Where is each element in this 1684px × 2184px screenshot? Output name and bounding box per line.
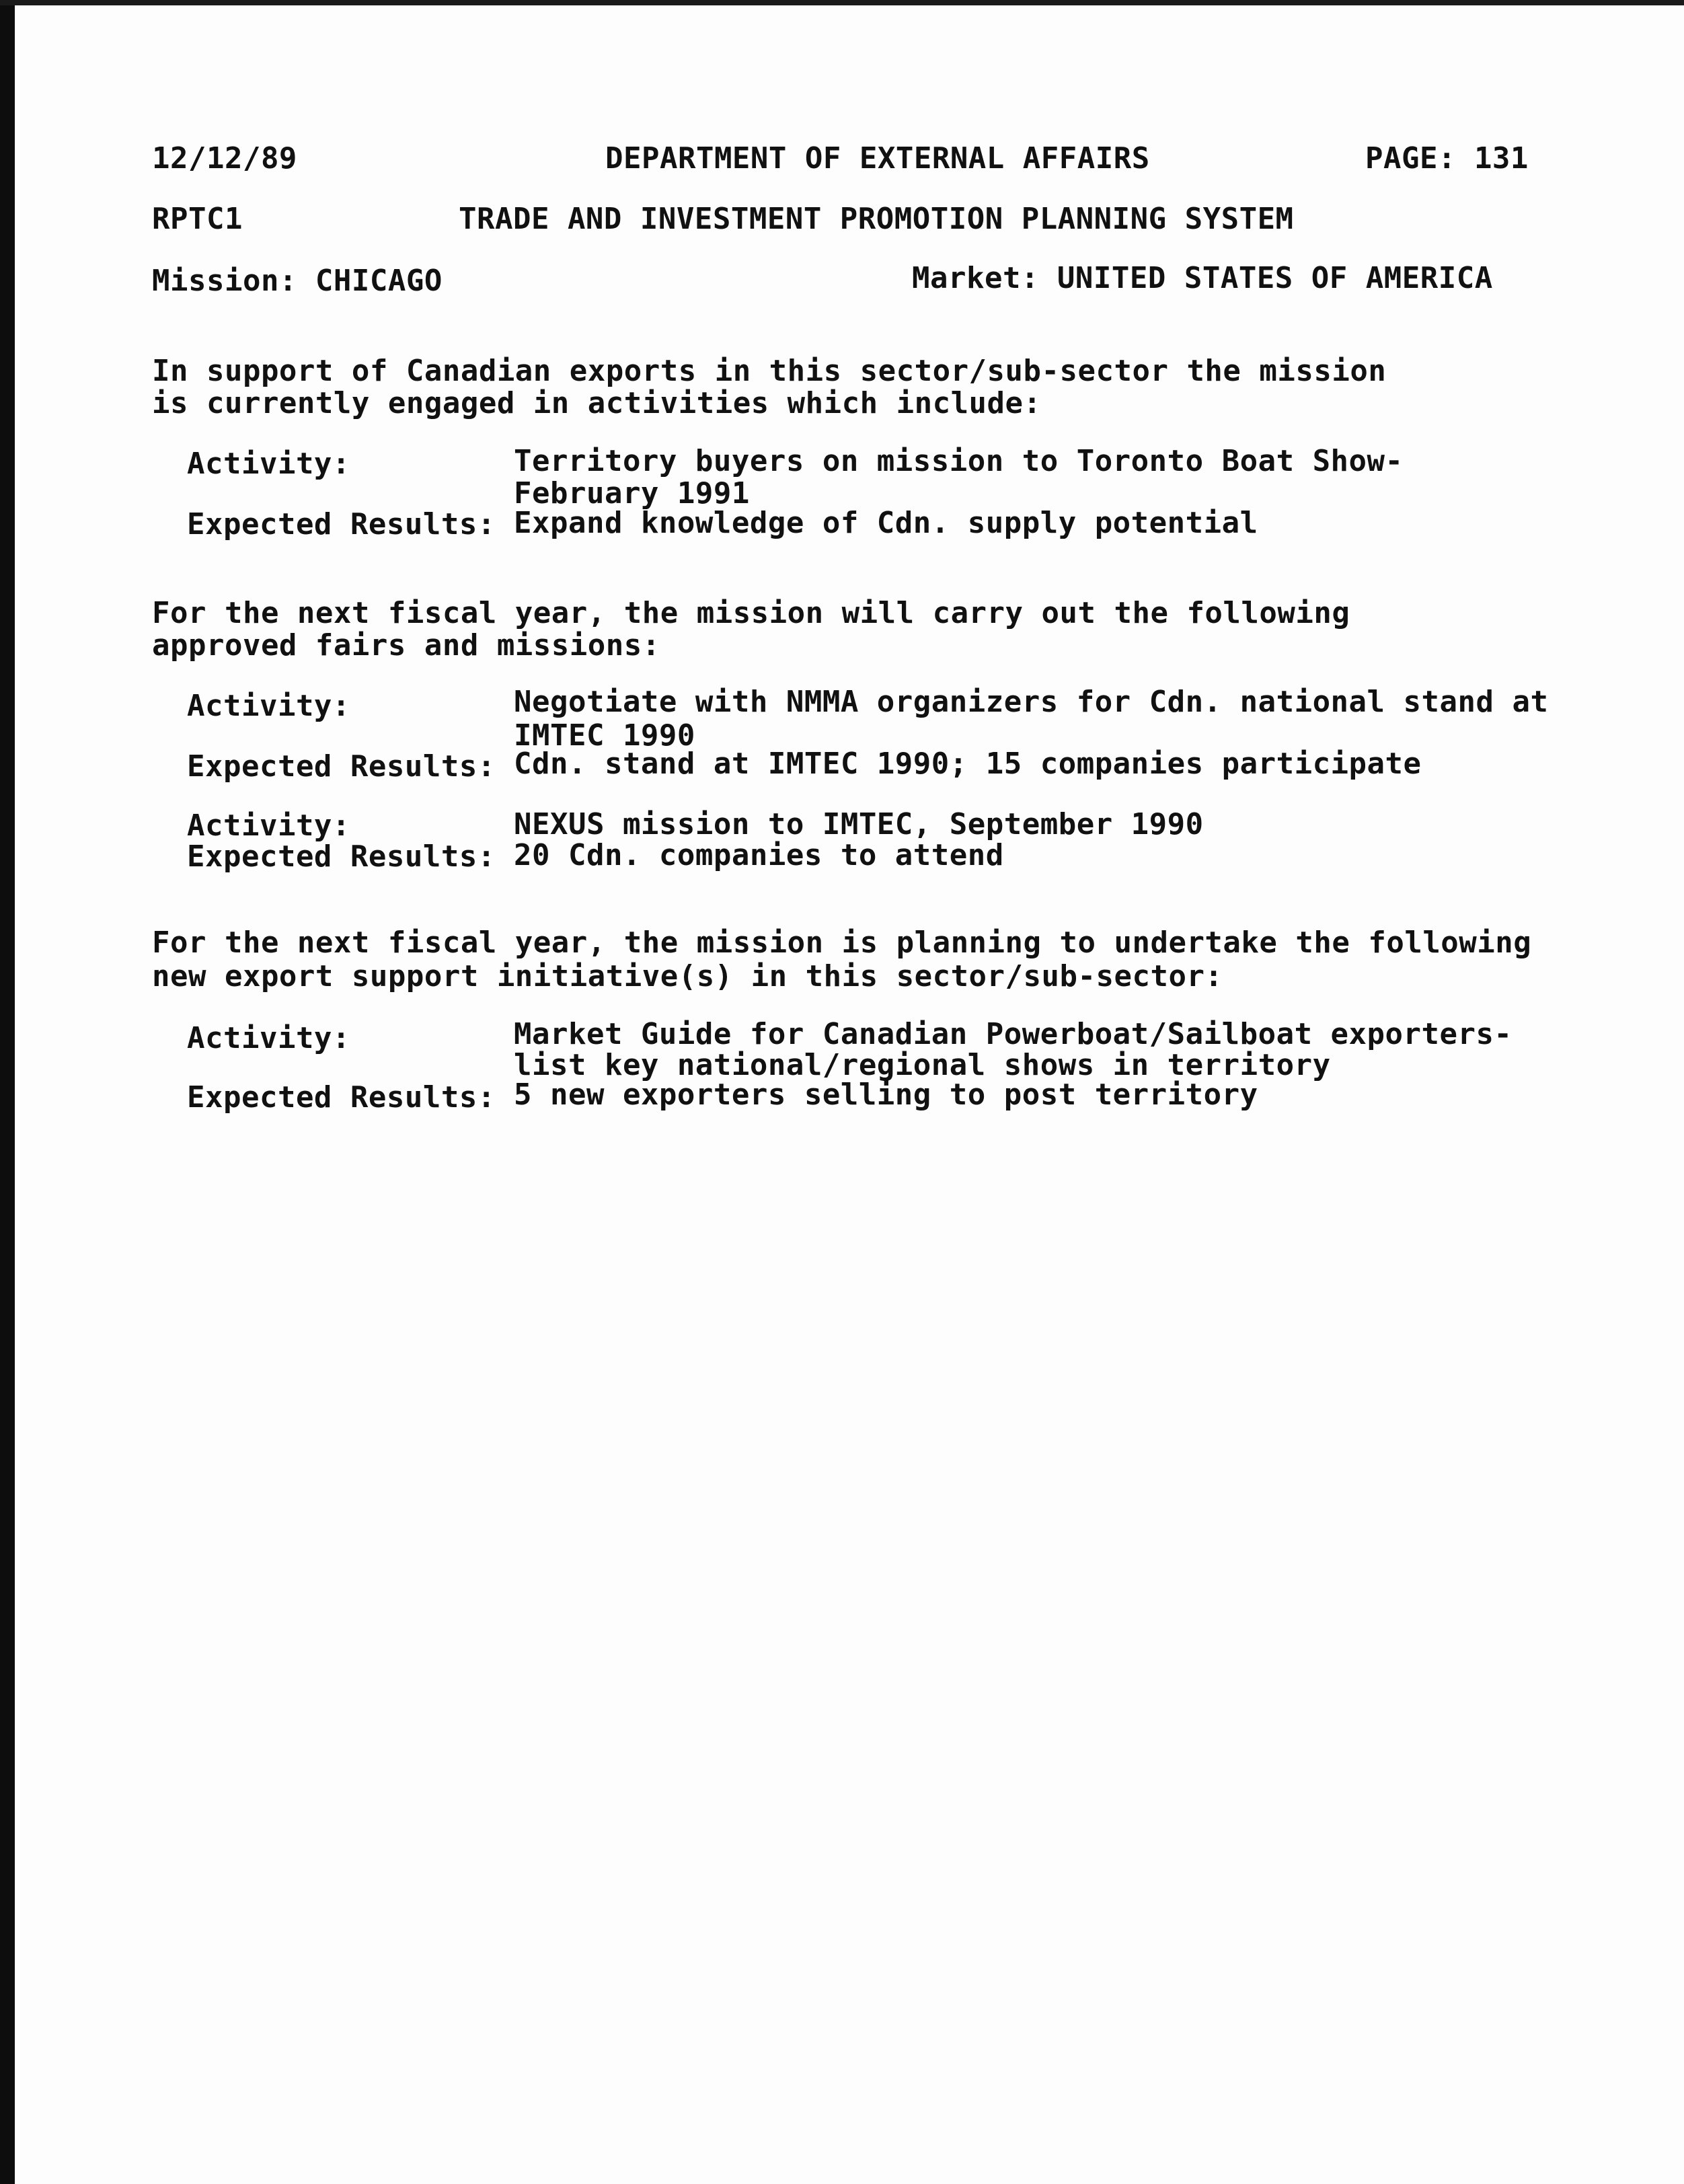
section1-results-label: Expected Results:: [187, 507, 496, 541]
section2-item2-activity-line1: NEXUS mission to IMTEC, September 1990: [514, 807, 1204, 841]
section3-activity-line1: Market Guide for Canadian Powerboat/Sailboat exporters-: [514, 1017, 1513, 1051]
section1-activity-label: Activity:: [187, 447, 350, 481]
section2-item1-activity-line1: Negotiate with NMMA organizers for Cdn. national stand at: [514, 685, 1549, 719]
section2-intro-line1: For the next fiscal year, the mission will carry out the following: [152, 596, 1350, 630]
section2-item1-results-value: Cdn. stand at IMTEC 1990; 15 companies participate: [514, 747, 1422, 781]
section1-activity-line1: Territory buyers on mission to Toronto Boat Show-: [514, 444, 1404, 478]
section3-intro-line1: For the next fiscal year, the mission is planning to undertake the following: [152, 926, 1532, 960]
section3-activity-label: Activity:: [187, 1021, 350, 1055]
section3-results-label: Expected Results:: [187, 1080, 496, 1115]
report-date: 12/12/89: [152, 141, 297, 176]
section2-intro-line2: approved fairs and missions:: [152, 628, 660, 663]
section1-intro-line2: is currently engaged in activities which include:: [152, 386, 1042, 420]
scan-edge-top: [0, 0, 1684, 5]
section2-item2-results-value: 20 Cdn. companies to attend: [514, 838, 1004, 872]
section2-item1-activity-line2: IMTEC 1990: [514, 718, 695, 753]
report-code: RPTC1: [152, 202, 243, 236]
section3-activity-line2: list key national/regional shows in territory: [514, 1048, 1331, 1082]
system-title: TRADE AND INVESTMENT PROMOTION PLANNING SYSTEM: [459, 202, 1294, 236]
section2-item1-activity-label: Activity:: [187, 689, 350, 723]
section3-intro-line2: new export support initiative(s) in this sector/sub-sector:: [152, 959, 1223, 993]
section2-item2-activity-label: Activity:: [187, 808, 350, 843]
section1-intro-line1: In support of Canadian exports in this sector/sub-sector the mission: [152, 354, 1387, 388]
section1-results-value: Expand knowledge of Cdn. supply potential: [514, 506, 1258, 540]
section3-results-value: 5 new exporters selling to post territory: [514, 1078, 1258, 1112]
mission-field: Mission: CHICAGO: [152, 264, 443, 298]
section2-item2-results-label: Expected Results:: [187, 839, 496, 874]
section2-item1-results-label: Expected Results:: [187, 749, 496, 784]
department-title: DEPARTMENT OF EXTERNAL AFFAIRS: [605, 141, 1150, 176]
market-field: Market: UNITED STATES OF AMERICA: [912, 261, 1493, 295]
page-number: PAGE: 131: [1365, 141, 1529, 176]
scan-edge-left: [0, 0, 15, 2184]
section1-activity-line2: February 1991: [514, 476, 750, 511]
